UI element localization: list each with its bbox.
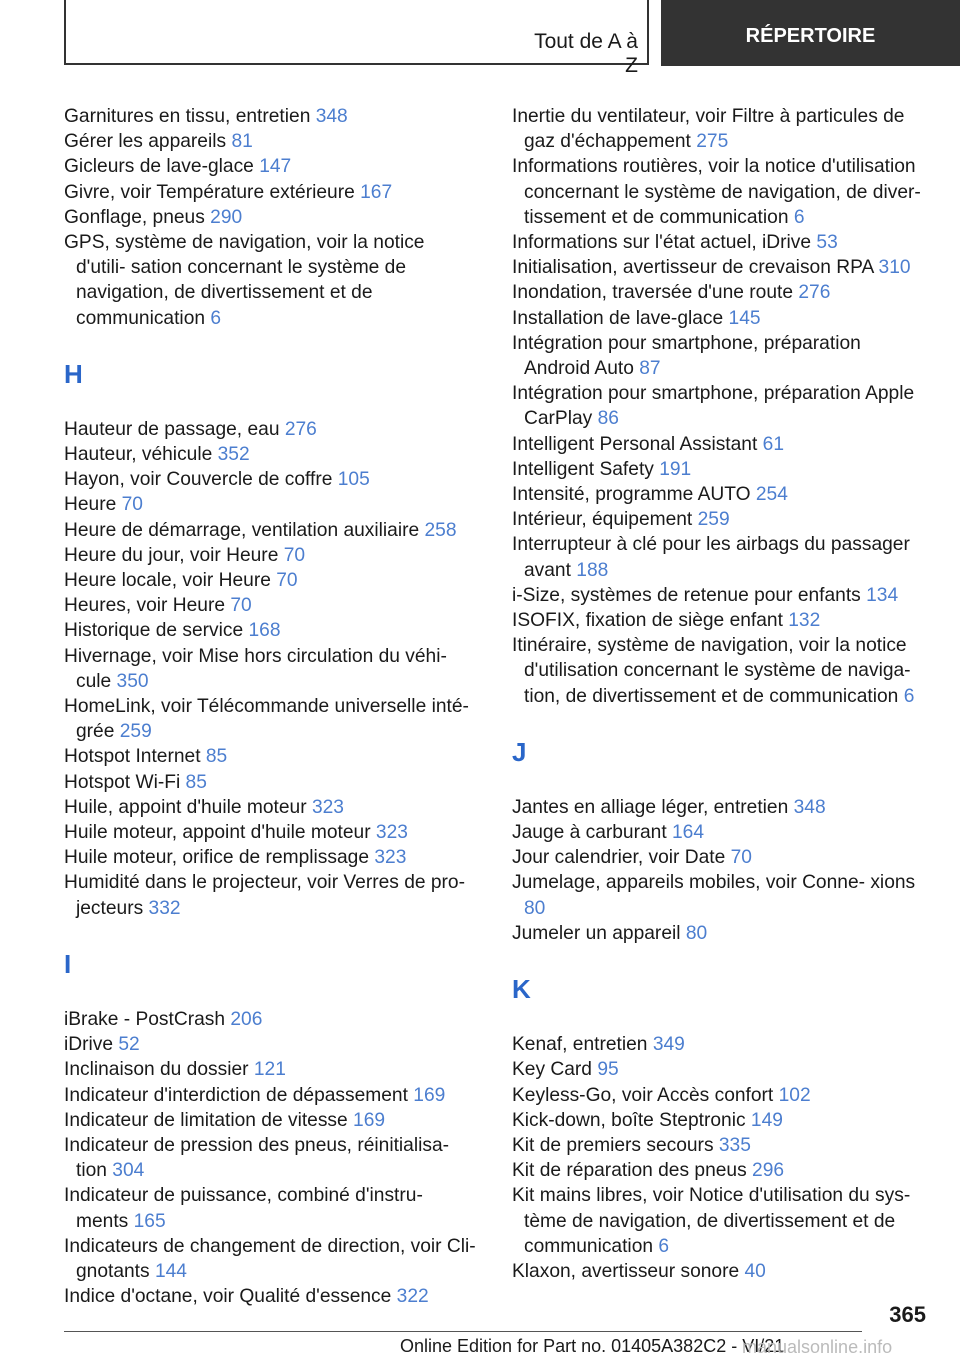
index-page-link[interactable]: 85 — [205, 746, 228, 768]
index-page-link[interactable]: 70 — [276, 570, 298, 592]
index-page-link[interactable]: 87 — [639, 358, 661, 380]
index-entry-term: Gérer les appareils — [64, 131, 227, 153]
index-page-link[interactable]: 254 — [755, 484, 788, 506]
index-entry-term: Huile moteur, appoint d'huile moteur — [64, 822, 371, 844]
index-entry — [512, 381, 922, 431]
index-entry — [64, 568, 479, 593]
index-entry-term: Informations routières, voir la notice d'utilisation concernant le système de navigation, de diver‑ tissement et de communication — [512, 156, 921, 228]
index-entry — [64, 1083, 479, 1108]
index-entry — [512, 1057, 922, 1082]
index-page-link[interactable]: 258 — [424, 519, 457, 541]
index-entry-term: Inertie du ventilateur, voir Filtre à particules de gaz d'échappement — [512, 106, 905, 153]
index-entry — [512, 532, 922, 582]
index-entry — [512, 331, 922, 381]
index-entry-term: GPS, système de navigation, voir la notice d'utili‑ sation concernant le système de navigation, de divertissement et de communication — [64, 232, 425, 329]
index-entry — [64, 795, 479, 820]
index-entry-term: Indice d'octane, voir Qualité d'essence — [64, 1286, 392, 1308]
index-entry-term: Intégration pour smartphone, préparation Apple CarPlay — [512, 383, 915, 430]
index-entry-term: Heure de démarrage, ventilation auxiliaire — [64, 519, 420, 541]
index-page-link[interactable]: 304 — [112, 1160, 145, 1182]
index-page-link[interactable]: 188 — [576, 559, 609, 581]
index-page-link[interactable]: 167 — [360, 181, 393, 203]
index-entry — [512, 1108, 922, 1133]
index-page-link[interactable]: 6 — [210, 307, 222, 329]
index-entry-term: iBrake ‑ PostCrash — [64, 1008, 226, 1030]
index-entry-term: Jour calendrier, voir Date — [512, 847, 726, 869]
index-entry-term: iDrive — [64, 1034, 114, 1056]
index-entry — [64, 129, 479, 154]
index-page-link[interactable]: 70 — [283, 544, 306, 566]
index-entry — [512, 820, 922, 845]
header-mid-rule — [647, 0, 649, 64]
index-page-link[interactable]: 206 — [230, 1008, 263, 1030]
index-entry — [512, 104, 922, 154]
index-page-link[interactable]: 290 — [210, 206, 243, 228]
index-entry — [512, 608, 922, 633]
index-page-link[interactable]: 95 — [597, 1059, 619, 1081]
index-entry — [64, 442, 479, 467]
index-entry-term: Inclinaison du dossier — [64, 1059, 249, 1081]
index-entry — [64, 1007, 479, 1032]
index-entry-term: Gicleurs de lave‑glace — [64, 156, 254, 178]
index-entry-term: Hotspot Internet — [64, 746, 201, 768]
index-page-link[interactable]: 259 — [119, 721, 152, 743]
watermark: manualsonline.info — [742, 1337, 893, 1357]
index-entry-term: Indicateur de pression des pneus, réinitialisa‑ tion — [64, 1134, 450, 1182]
index-entry-term: Interrupteur à clé pour les airbags du passager avant — [512, 534, 910, 581]
index-entry-term: Kit de premiers secours — [512, 1134, 714, 1156]
index-page-link[interactable]: 53 — [816, 232, 838, 254]
index-page-link[interactable]: 40 — [744, 1260, 766, 1282]
index-entry-term: Intelligent Safety — [512, 458, 654, 480]
index-page-link[interactable]: 310 — [878, 257, 911, 279]
index-entry-term: Historique de service — [64, 620, 244, 642]
index-entry — [64, 644, 479, 694]
index-page-link[interactable]: 6 — [658, 1235, 670, 1257]
index-entry-term: HomeLink, voir Télécommande universelle inté‑ grée — [64, 696, 469, 743]
index-entry — [512, 1032, 922, 1057]
index-entry — [512, 1183, 922, 1259]
index-page-link[interactable]: 70 — [230, 595, 252, 617]
index-page-link[interactable]: 6 — [793, 206, 805, 228]
index-page-link[interactable]: 80 — [524, 897, 546, 919]
index-entry-term: Kick‑down, boîte Steptronic — [512, 1109, 746, 1131]
index-letter-heading: J — [512, 736, 527, 767]
index-entry-term: Hotspot Wi‑Fi — [64, 771, 181, 793]
index-entry — [64, 1284, 479, 1309]
index-entry — [64, 180, 479, 205]
index-entry-term: Initialisation, avertisseur de crevaison RPA — [512, 257, 874, 279]
index-entry — [64, 230, 479, 331]
index-page-link[interactable]: 6 — [903, 685, 915, 707]
index-letter-heading: H — [64, 358, 83, 389]
index-entry-term: Jumelage, appareils mobiles, voir Conne‑ xions — [512, 872, 916, 894]
index-entry — [64, 543, 479, 568]
index-entry-term: Key Card — [512, 1059, 592, 1081]
header-left-rule — [64, 0, 66, 64]
index-page-link[interactable]: 81 — [231, 131, 253, 153]
index-page-link[interactable]: 164 — [672, 822, 705, 844]
index-entry-term: Intérieur, équipement — [512, 509, 693, 531]
index-page-link[interactable]: 105 — [337, 469, 370, 491]
index-entry-term: Gonflage, pneus — [64, 206, 205, 228]
index-entry-term: Itinéraire, système de navigation, voir la notice d'utilisation concernant le système de naviga‑ tion, de divertissement et de communication — [512, 635, 911, 707]
index-page-link[interactable]: 85 — [185, 771, 207, 793]
index-entry — [64, 694, 479, 744]
index-entry-term: Intégration pour smartphone, préparation Android Auto — [512, 332, 861, 380]
index-entry — [64, 1108, 479, 1133]
index-entry — [512, 1158, 922, 1183]
index-entry — [512, 432, 922, 457]
index-entry — [512, 583, 922, 608]
index-page-link[interactable]: 132 — [788, 610, 821, 632]
index-entry-term: Indicateur d'interdiction de dépassement — [64, 1084, 408, 1106]
index-entry — [512, 482, 922, 507]
index-entry-term: Kit mains libres, voir Notice d'utilisation du sys‑ tème de navigation, de divertissement et de communication — [512, 1185, 911, 1257]
index-page-link[interactable]: 348 — [315, 106, 348, 127]
index-entry — [64, 618, 479, 643]
index-entry — [64, 1234, 479, 1284]
index-entry — [512, 255, 922, 280]
index-entry — [64, 744, 479, 769]
index-page-link[interactable]: 350 — [116, 670, 149, 692]
index-entry-term: i‑Size, systèmes de retenue pour enfants — [512, 584, 861, 606]
index-entry — [64, 845, 479, 870]
index-entry-term: Jumeler un appareil — [512, 922, 681, 944]
index-entry — [512, 921, 922, 946]
index-entry — [64, 820, 479, 845]
index-entry-term: Hauteur, véhicule — [64, 444, 213, 466]
index-page-link[interactable]: 169 — [353, 1109, 386, 1131]
index-entry-term: Huile moteur, orifice de remplissage — [64, 847, 370, 869]
index-entry — [64, 1133, 479, 1183]
index-entry — [512, 230, 922, 255]
index-letter-heading: I — [64, 948, 72, 979]
index-page-link[interactable]: 348 — [793, 796, 826, 818]
index-entry — [512, 1259, 922, 1284]
edition-note: Online Edition for Part no. 01405A382C2 - VI/21 — [400, 1336, 785, 1356]
index-page-link[interactable]: 352 — [217, 444, 250, 466]
index-letter-heading: K — [512, 974, 531, 1005]
index-page-link[interactable]: 144 — [154, 1260, 187, 1282]
index-page-link[interactable]: 102 — [778, 1084, 811, 1106]
index-entry-term: Hivernage, voir Mise hors circulation du véhi‑ cule — [64, 645, 447, 692]
index-entry — [512, 795, 922, 820]
index-page-link[interactable]: 134 — [866, 584, 899, 606]
index-page-link[interactable]: 70 — [121, 494, 143, 516]
index-entry — [64, 1057, 479, 1082]
index-entry — [512, 306, 922, 331]
index-page-link[interactable]: 52 — [118, 1034, 140, 1056]
index-entry-term: Heure locale, voir Heure — [64, 570, 271, 592]
index-entry-term: Indicateurs de changement de direction, voir Cli‑ gnotants — [64, 1235, 476, 1282]
index-page-link[interactable]: 296 — [752, 1160, 785, 1182]
index-entry — [512, 280, 922, 305]
index-entry — [512, 1133, 922, 1158]
index-entry — [512, 870, 922, 920]
page-number: 365 — [889, 1302, 926, 1327]
index-entry — [64, 1032, 479, 1057]
index-entry-term: Intensité, programme AUTO — [512, 484, 751, 506]
index-entry-term: Hauteur de passage, eau — [64, 418, 280, 440]
index-page-link[interactable]: 147 — [259, 156, 292, 178]
index-entry-term: Klaxon, avertisseur sonore — [512, 1260, 740, 1282]
index-page-link[interactable]: 121 — [253, 1059, 286, 1081]
index-page-link[interactable]: 191 — [659, 458, 692, 480]
index-page-link[interactable]: 335 — [718, 1134, 751, 1156]
index-column-right — [512, 104, 922, 1284]
index-entry-term: Installation de lave‑glace — [512, 307, 724, 329]
index-entry-term: ISOFIX, fixation de siège enfant — [512, 610, 783, 632]
index-page-link[interactable]: 276 — [284, 418, 317, 440]
index-page-link[interactable]: 322 — [396, 1286, 429, 1308]
index-page-link[interactable]: 70 — [730, 847, 752, 869]
index-entry-term: Heure du jour, voir Heure — [64, 544, 279, 566]
footer-rule — [64, 1331, 862, 1332]
index-page-link[interactable]: 86 — [597, 408, 619, 430]
index-entry — [64, 205, 479, 230]
index-entry-term: Heures, voir Heure — [64, 595, 226, 617]
index-page-link[interactable]: 168 — [248, 620, 281, 642]
index-entry-term: Keyless‑Go, voir Accès confort — [512, 1084, 774, 1106]
index-entry — [64, 1183, 479, 1233]
index-entry — [64, 417, 479, 442]
index-entry-term: Kit de réparation des pneus — [512, 1160, 747, 1182]
chapter-tab — [661, 0, 960, 66]
index-entry-term: Heure — [64, 494, 117, 516]
section-title: Tout de A à Z — [534, 30, 638, 77]
index-page-link[interactable]: 169 — [413, 1084, 446, 1106]
index-page-link[interactable]: 149 — [750, 1109, 783, 1131]
index-page-link[interactable]: 80 — [685, 922, 708, 944]
index-entry-term: Huile, appoint d'huile moteur — [64, 796, 307, 818]
index-entry — [64, 870, 479, 920]
index-entry-term: Humidité dans le projecteur, voir Verres de pro‑ jecteurs — [64, 872, 465, 919]
index-entry-term: Jantes en alliage léger, entretien — [512, 796, 789, 818]
index-entry — [512, 457, 922, 482]
index-page-link[interactable]: 349 — [652, 1034, 685, 1056]
index-page-link[interactable]: 275 — [696, 131, 729, 153]
index-page-link[interactable]: 323 — [311, 796, 344, 818]
index-entry-term: Indicateur de puissance, combiné d'instru‑ ments — [64, 1185, 423, 1232]
index-entry — [512, 633, 922, 709]
index-entry — [64, 593, 479, 618]
index-entry-term: Kenaf, entretien — [512, 1034, 648, 1056]
index-entry — [512, 507, 922, 532]
index-entry — [64, 518, 479, 543]
index-entry-term: Givre, voir Température extérieure — [64, 181, 355, 203]
index-column-left — [64, 104, 479, 1309]
index-entry-term: Hayon, voir Couvercle de coffre — [64, 469, 333, 491]
index-entry-term: Intelligent Personal Assistant — [512, 433, 758, 455]
index-page-link[interactable]: 259 — [697, 509, 730, 531]
index-entry — [512, 154, 922, 230]
index-entry — [64, 467, 479, 492]
index-entry — [512, 845, 922, 870]
index-entry-term: Inondation, traversée d'une route — [512, 282, 794, 304]
index-entry — [512, 1083, 922, 1108]
index-page-link[interactable]: 165 — [133, 1210, 166, 1232]
index-page-link[interactable]: 276 — [798, 282, 831, 304]
chapter-tab-label: RÉPERTOIRE — [745, 24, 876, 47]
index-page-link[interactable]: 61 — [762, 433, 785, 455]
index-entry-term: Indicateur de limitation de vitesse — [64, 1109, 348, 1131]
index-page-link[interactable]: 323 — [374, 847, 407, 869]
index-entry — [64, 770, 479, 795]
index-entry — [64, 492, 479, 517]
index-entry-term: Jauge à carburant — [512, 822, 667, 844]
index-page-link[interactable]: 332 — [148, 897, 181, 919]
index-entry-term: Informations sur l'état actuel, iDrive — [512, 232, 812, 254]
index-entry — [64, 154, 479, 179]
index-entry — [64, 104, 479, 129]
index-page-link[interactable]: 323 — [375, 822, 408, 844]
index-page-link[interactable]: 145 — [728, 307, 761, 329]
index-entry-term: Garnitures en tissu, entretien — [64, 106, 311, 127]
